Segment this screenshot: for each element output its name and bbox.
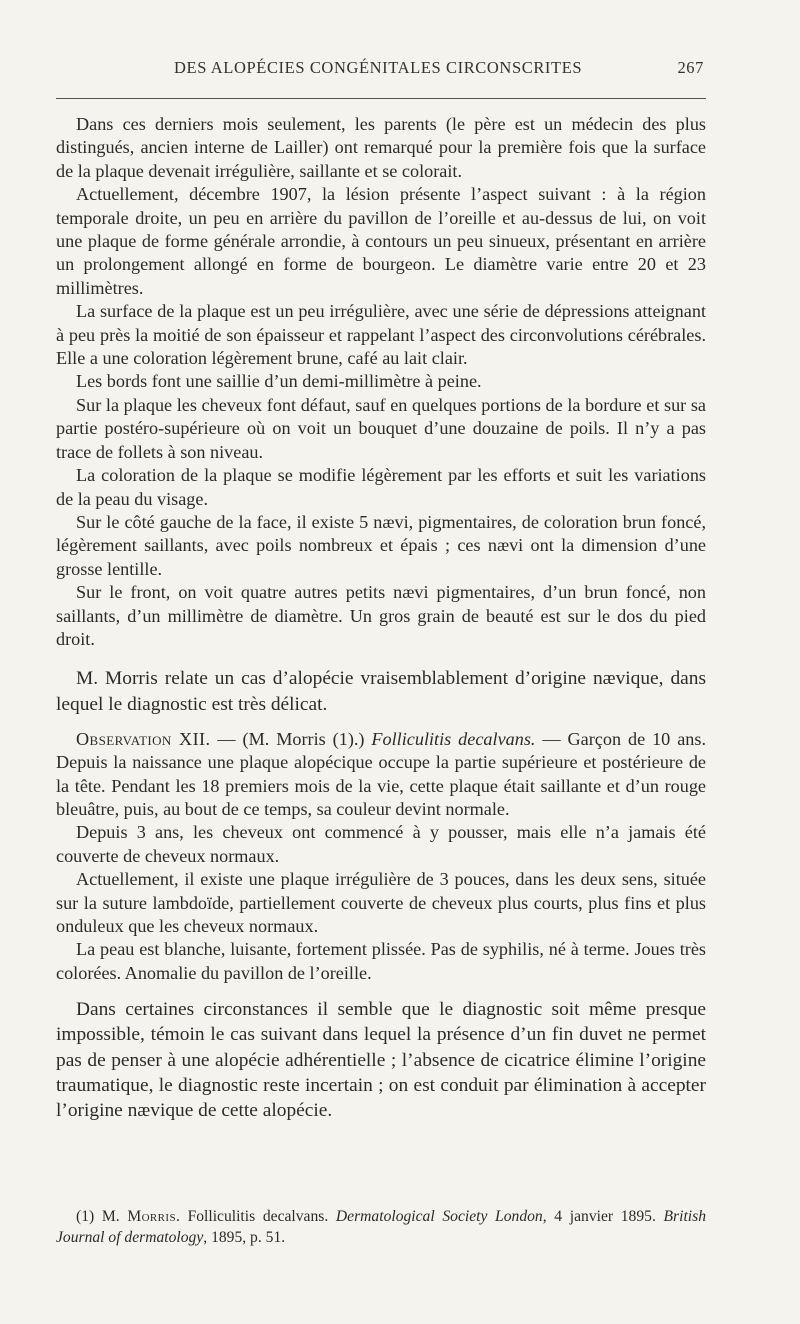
- footnote-source2: British Journal of dermatology: [56, 1208, 706, 1246]
- paragraph: Sur la plaque les cheveux font défaut, sauf en quelques portions de la bordure et sur sa partie postéro-supérieure où on voit un bouquet d’une douzaine de poils. Il n’y a pas trace de follets à son niveau.: [56, 394, 706, 462]
- paragraph: Actuellement, il existe une plaque irrégulière de 3 pouces, dans les deux sens, située sur la suture lambdoïde, partiellement couverte de cheveux plus courts, plus fins et plus onduleux que les cheveux normaux.: [56, 869, 706, 936]
- footnote-text: [56, 1207, 706, 1248]
- footnote-part3: , 1895, p. 51.: [203, 1228, 286, 1246]
- header-rule: [56, 98, 706, 99]
- footnote-marker: (1) M.: [76, 1208, 128, 1225]
- closing-paragraph: Dans certaines circonstances il semble que le diagnostic soit même presque impossible, témoin le cas suivant dans lequel la présence d’un fin duvet ne permet pas de penser à une alopécie adhérentielle ; l’absence de cicatrice élimine l’origine traumatique, le diagnostic reste incertain ; on est conduit par élimination à accepter l’origine nævique de cette alopécie.: [56, 999, 706, 1122]
- footnote-author: Morris: [127, 1208, 176, 1225]
- observation-label: Observation XII.: [76, 728, 211, 749]
- observation-author: — (M. Morris (1).): [210, 728, 372, 749]
- footnote-source1: Dermatological Society London: [335, 1208, 543, 1225]
- page-number: 267: [677, 58, 704, 77]
- footnote-part2: , 4 janvier 1895.: [542, 1208, 664, 1225]
- observation-title: Folliculitis decalvans.: [371, 728, 536, 749]
- paragraph: Depuis 3 ans, les cheveux ont commencé à y pousser, mais elle n’a jamais été couverte de cheveux normaux.: [56, 822, 706, 866]
- paragraph: Actuellement, décembre 1907, la lésion présente l’aspect suivant : à la région temporale droite, un peu en arrière du pavillon de l’oreille et au-dessus de lui, on voit une plaque de forme générale arrondie, à contours un peu sinueux, présentant en arrière un prolongement allongé en forme de bourgeon. Le diamètre varie entre 20 et 23 millimètres.: [56, 184, 706, 298]
- paragraph: Sur le côté gauche de la face, il existe 5 nævi, pigmentaires, de coloration brun foncé, légèrement saillants, avec poils nombreux et épais ; ces nævi ont la dimension d’une grosse lentille.: [56, 511, 706, 579]
- observation-paragraph: [56, 728, 706, 822]
- footnote: [56, 1207, 706, 1248]
- observation-text: — Garçon de 10 ans. Depuis la naissance une plaque alopécique occupe la partie supérieure et postérieure de la tête. Pendant les 18 premiers mois de la vie, cette plaque était saillante et d’un rouge bleuâtre, puis, au bout de ce temps, sa couleur devint normale.: [56, 728, 706, 819]
- morris-paragraph: M. Morris relate un cas d’alopécie vraisemblablement d’origine nævique, dans lequel le diagnostic est très délicat.: [56, 668, 706, 715]
- paragraph: La coloration de la plaque se modifie légèrement par les efforts et suit les variations de la peau du visage.: [56, 465, 706, 509]
- paragraph: La surface de la plaque est un peu irrégulière, avec une série de dépressions atteignant à peu près la moitié de son épaisseur et rappelant l’aspect des circonvolutions cérébrales. Elle a une coloration légèrement brune, café au lait clair.: [56, 301, 706, 369]
- running-title: DES ALOPÉCIES CONGÉNITALES CIRCONSCRITES: [174, 58, 583, 77]
- paragraph: Dans ces derniers mois seulement, les parents (le père est un médecin des plus distingués, ancien interne de Lailler) ont remarqué pour la première fois que la surface de la plaque devenait irrégulière, saillante et se colorait.: [56, 114, 706, 181]
- paragraph: Sur le front, on voit quatre autres petits nævi pigmentaires, d’un brun foncé, non saillants, d’un millimètre de diamètre. Un gros grain de beauté est sur le dos du pied droit.: [56, 582, 706, 649]
- running-header: [56, 58, 704, 78]
- paragraph: La peau est blanche, luisante, fortement plissée. Pas de syphilis, né à terme. Joues très colorées. Anomalie du pavillon de l’oreille.: [56, 939, 706, 983]
- body-text: [56, 113, 706, 1123]
- paragraph: Les bords font une saillie d’un demi-millimètre à peine.: [76, 371, 482, 392]
- footnote-part1: . Folliculitis decalvans.: [176, 1208, 336, 1225]
